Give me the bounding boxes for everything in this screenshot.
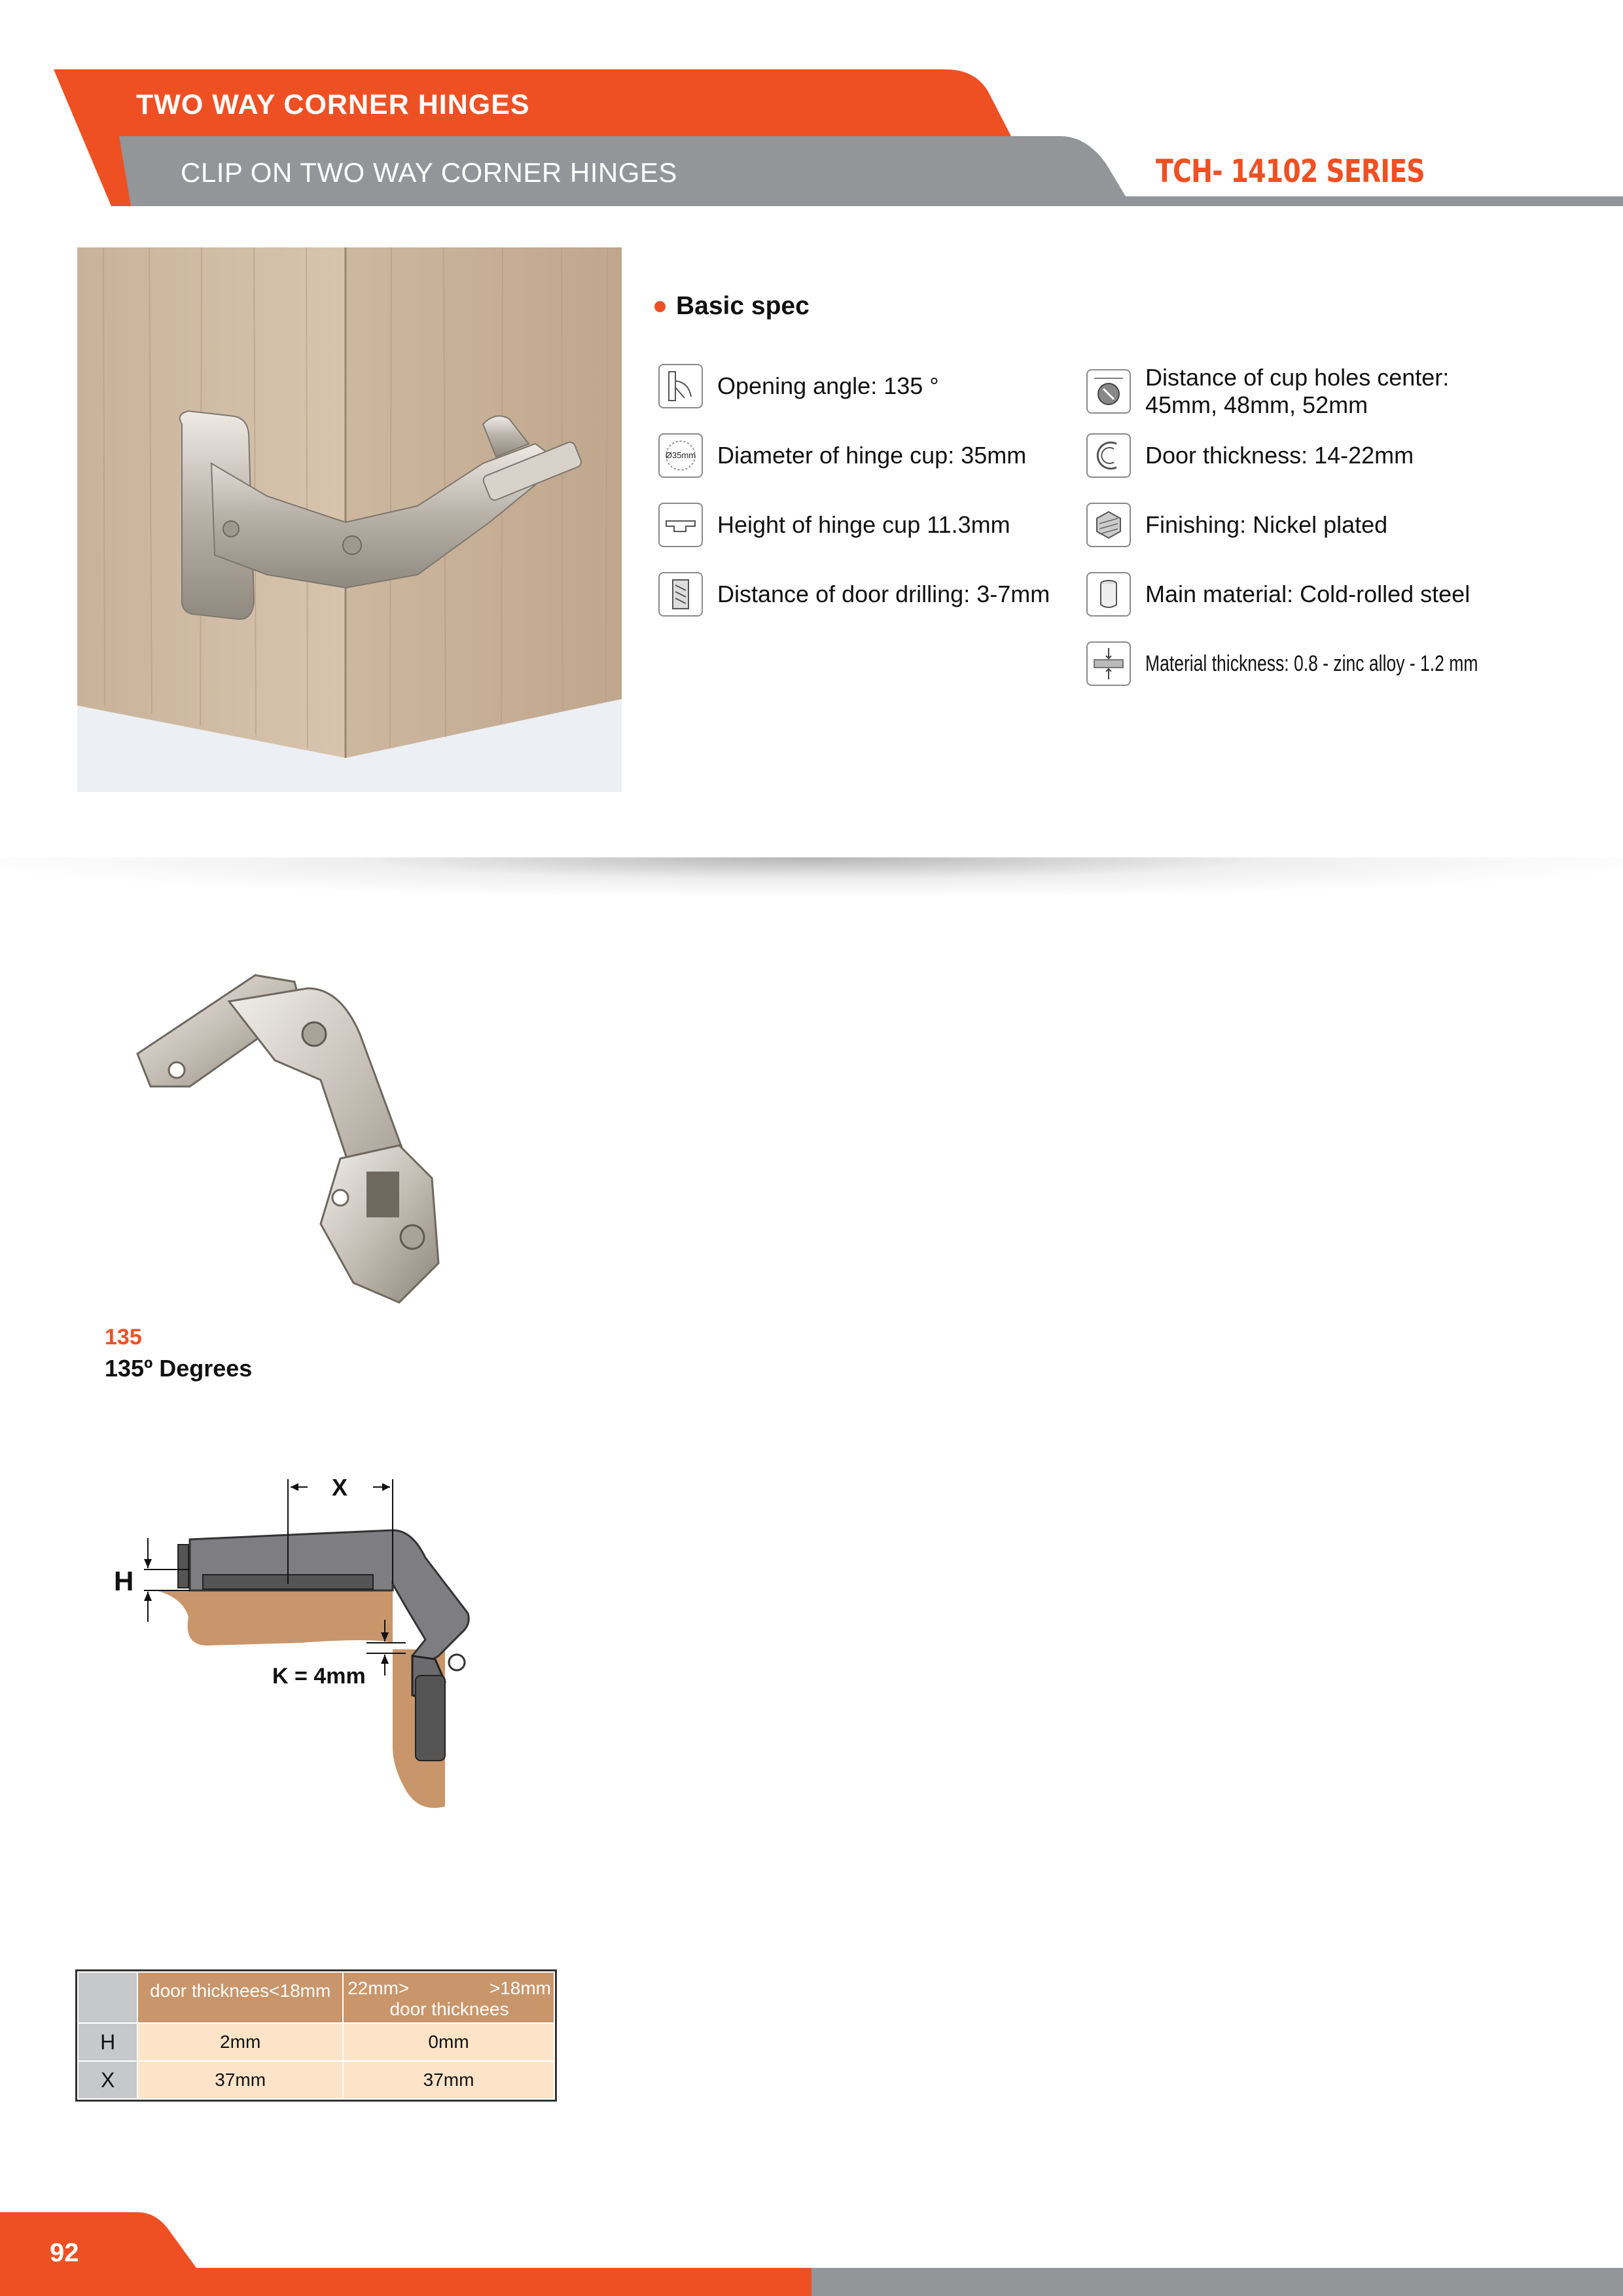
material-thickness-icon [1086,641,1131,686]
spec-text: Main material: Cold-rolled steel [1145,581,1471,607]
spec-finishing [1086,503,1387,547]
page-number: 92 [50,2238,79,2267]
table-row-label: H [78,2023,137,2061]
spec-opening-angle [658,364,939,408]
spec-text: Material thickness: 0.8 - zinc alloy - 1.2 mm [1145,651,1478,676]
spec-text: Distance of cup holes center: 45mm, 48mm, 52mm [1145,364,1450,418]
table-cell: 37mm [343,2061,554,2099]
footer-bar [0,2206,1623,2296]
k-dimension-label: K = 4mm [272,1664,366,1689]
table-row [78,2023,554,2061]
door-drilling-icon [658,572,703,617]
product-code: 135 [105,1325,142,1350]
h-dimension-label: H [114,1566,134,1596]
hinge-product-image [124,962,530,1316]
table-corner-cell [78,1972,137,2023]
spec-text: Finishing: Nickel plated [1145,511,1388,538]
spec-door-thickness [1086,433,1414,478]
table-header-row [78,1972,554,2023]
table-row [78,2061,554,2099]
technical-diagram [105,1460,537,1826]
spec-text: Height of hinge cup 11.3mm [717,511,1010,538]
series-label: TCH- 14102 SERIES [1156,153,1425,190]
spec-heading: Basic spec [654,292,810,321]
spec-material-thickness [1086,641,1572,686]
spec-text: Opening angle: 135 ° [717,372,939,399]
spec-cup-holes-center [1086,364,1449,419]
table-row-label: X [78,2061,137,2099]
table-header-cell: 22mm> >18mm door thicknees [343,1972,554,2023]
main-material-icon [1086,572,1131,617]
product-photo [77,247,622,792]
door-thickness-icon [1086,433,1131,478]
table-header-cell: door thicknees<18mm [137,1972,343,2023]
spec-text: Diameter of hinge cup: 35mm [717,442,1027,469]
spec-main-material [1086,572,1470,617]
dimension-table [77,1971,555,2100]
bullet-dot-icon [654,301,666,312]
table-cell: 2mm [137,2023,343,2061]
spec-cup-diameter [658,433,1026,478]
table-cell: 37mm [137,2061,343,2099]
hinge-cup-diameter-icon [658,433,703,478]
icon-label: Ø35mm [665,450,696,460]
hinge-cup-height-icon [658,503,703,547]
spec-cup-height [658,503,1010,547]
finishing-icon [1086,503,1131,547]
cup-holes-center-icon [1086,369,1131,414]
spec-door-drilling [658,572,1050,617]
category-title: TWO WAY CORNER HINGES [136,89,530,120]
product-caption: 135º Degrees [105,1355,253,1382]
subtitle: CLIP ON TWO WAY CORNER HINGES [181,157,677,188]
spec-text: Door thickness: 14-22mm [1145,442,1414,469]
spec-text: Distance of door drilling: 3-7mm [717,581,1050,607]
x-dimension-label: X [331,1474,348,1501]
opening-angle-icon [658,364,703,408]
section-divider [0,857,1623,897]
table-cell: 0mm [343,2023,554,2061]
